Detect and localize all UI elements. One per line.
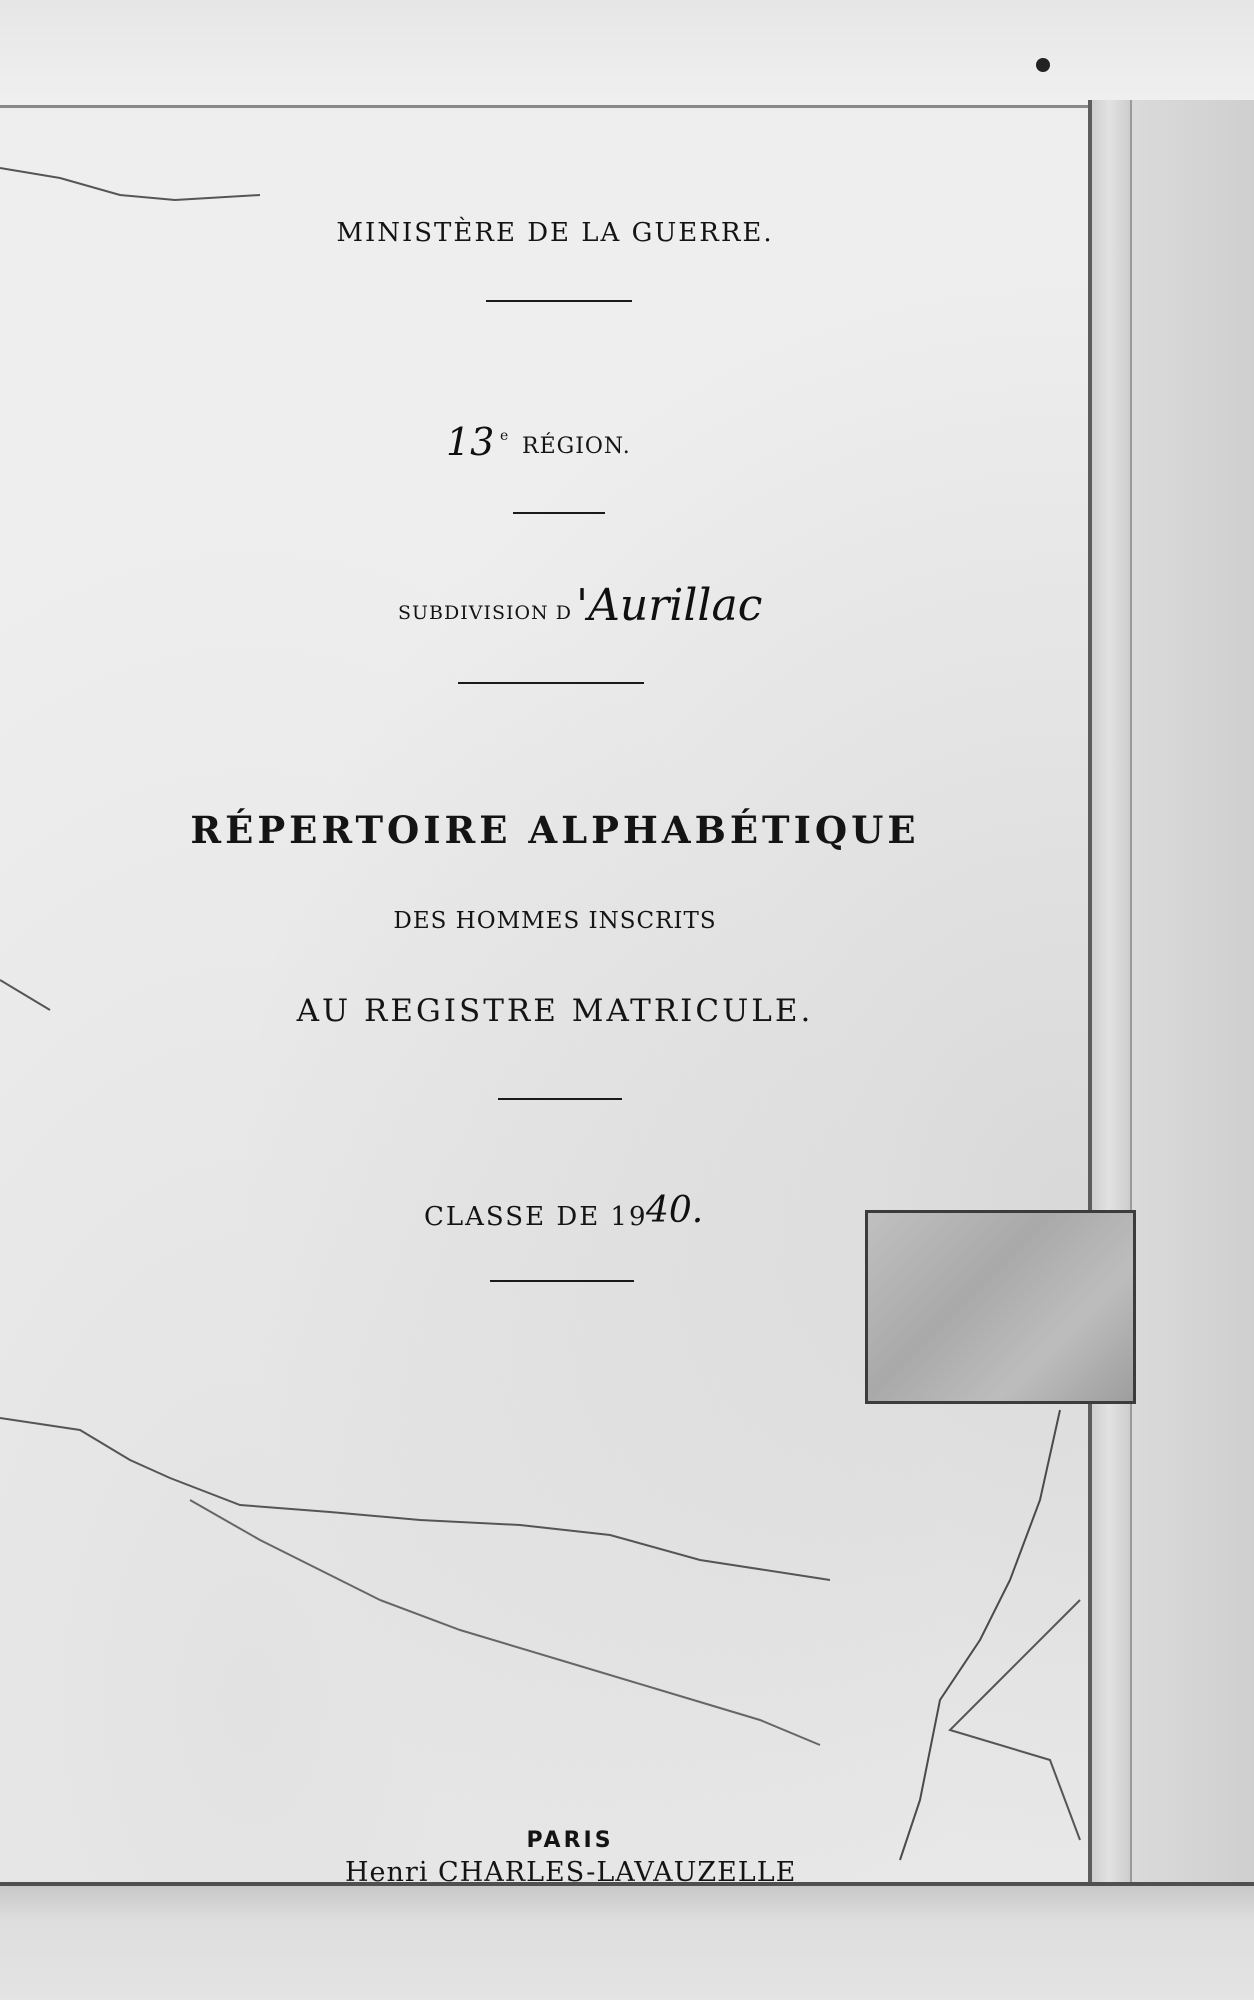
crack-lower-4 xyxy=(950,1600,1080,1840)
subdivision-line xyxy=(398,580,798,640)
divider-1 xyxy=(486,300,632,302)
crack-top xyxy=(0,168,260,200)
subdivision-place-handwritten: 'Aurillac xyxy=(576,580,763,631)
classe-year-handwritten: 40. xyxy=(646,1190,704,1231)
divider-3 xyxy=(458,682,644,684)
region-label: RÉGION. xyxy=(522,434,631,459)
title-line-2: DES HOMMES INSCRITS xyxy=(393,908,717,934)
publisher-name: Henri CHARLES-LAVAUZELLE xyxy=(345,1857,797,1888)
crack-lower-2 xyxy=(190,1500,820,1745)
crack-lower-1 xyxy=(0,1418,830,1580)
document-title: RÉPERTOIRE ALPHABÉTIQUE xyxy=(190,808,920,852)
divider-2 xyxy=(513,512,605,514)
region-number-handwritten: 13 xyxy=(446,420,495,464)
region-superscript: e xyxy=(500,428,509,444)
publisher-city: PARIS xyxy=(526,1828,614,1853)
classe-line xyxy=(424,1190,744,1246)
region-line xyxy=(440,420,700,470)
subdivision-label: SUBDIVISION D xyxy=(398,602,572,624)
divider-5 xyxy=(490,1280,634,1282)
title-line-3: AU REGISTRE MATRICULE. xyxy=(296,993,814,1029)
ministry-heading: MINISTÈRE DE LA GUERRE. xyxy=(336,218,774,248)
classe-label: CLASSE DE 19 xyxy=(424,1202,648,1232)
divider-4 xyxy=(498,1098,622,1100)
crack-lower-3 xyxy=(900,1410,1060,1860)
